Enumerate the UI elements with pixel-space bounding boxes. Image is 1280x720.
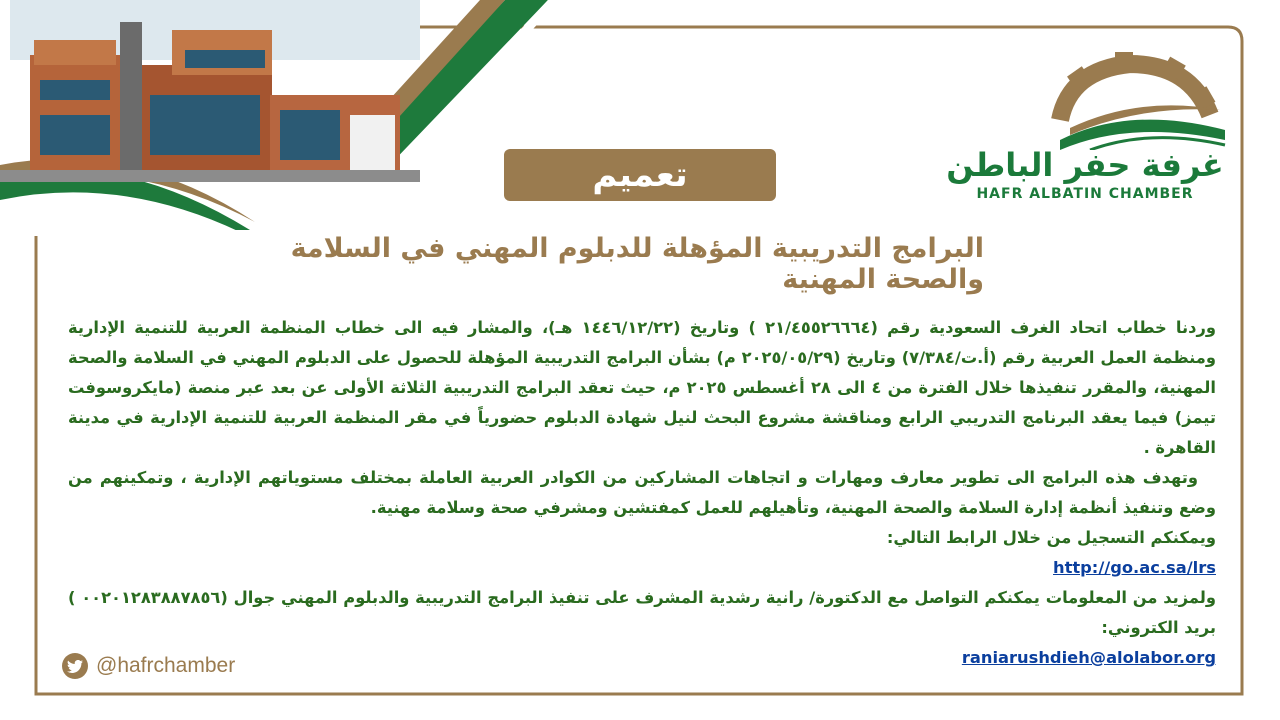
paragraph-goals: وتهدف هذه البرامج الى تطوير معارف ومهارات و اتجاهات المشاركين من الكوادر العربية العاملة بمختلف مستوياتهم الإدارية ، وتمكينهم من وضع وتنفيذ أنظمة إدارة السلامة والصحة المهنية، وتأهيلهم للعمل كمفتشين ومشرفي صحة وسلامة مهنية. [68,468,1216,517]
email-link[interactable]: raniarushdieh@alolabor.org [961,648,1216,667]
registration-link[interactable]: http://go.ac.sa/lrs [1053,558,1216,577]
chamber-building-image [0,0,420,240]
paragraph-contact: ولمزيد من المعلومات يمكنكم التواصل مع الدكتورة/ رانية رشدية المشرف على تنفيذ البرامج التدريبية والدبلوم المهني جوال (٠٠٢٠١٢٨٣٨٨٧٨٥٦ ) بريد الكتروني: [68,588,1217,637]
paragraph-intro: وردنا خطاب اتحاد الغرف السعودية رقم (٢١/٤٥٥٢٦٦٦٤ ) وتاريخ (١٤٤٦/١٢/٢٢ هـ)، والمشار فيه الى خطاب المنظمة العربية للتنمية الإدارية ومنظمة العمل العربية رقم (أ.ت/٧/٣٨٤) وتاريخ (٢٠٢٥/٠٥/٢٩ م) بشأن البرامج التدريبية المؤهلة للحصول على الدبلوم المهني في السلامة والصحة المهنية، والمقرر تنفيذها خلال الفترة من ٤ الى ٢٨ أغسطس ٢٠٢٥ م، حيث تعقد البرامج التدريبية الثلاثة الأولى عن بعد عبر منصة (مايكروسوفت تيمز) فيما يعقد البرنامج التدريبي الرابع ومناقشة مشروع البحث لنيل شهادة الدبلوم حضورياً في مقر المنظمة العربية للتنمية الإدارية في مدينة القاهرة . [68,318,1216,457]
page-title: البرامج التدريبية المؤهلة للدبلوم المهني في السلامة والصحة المهنية [290,233,984,295]
gear-logo-icon [940,50,1230,150]
twitter-handle: @hafrchamber [96,654,236,677]
chamber-logo [940,50,1230,220]
logo-english-text: HAFR ALBATIN CHAMBER [976,186,1194,202]
circular-badge: تعميم [504,149,776,201]
twitter-icon [62,653,88,679]
announcement-body [68,313,1216,673]
logo-arabic-text: غرفة حفر الباطن [946,146,1224,184]
paragraph-register: ويمكنكم التسجيل من خلال الرابط التالي: [886,528,1216,547]
social-footer[interactable] [62,651,235,681]
